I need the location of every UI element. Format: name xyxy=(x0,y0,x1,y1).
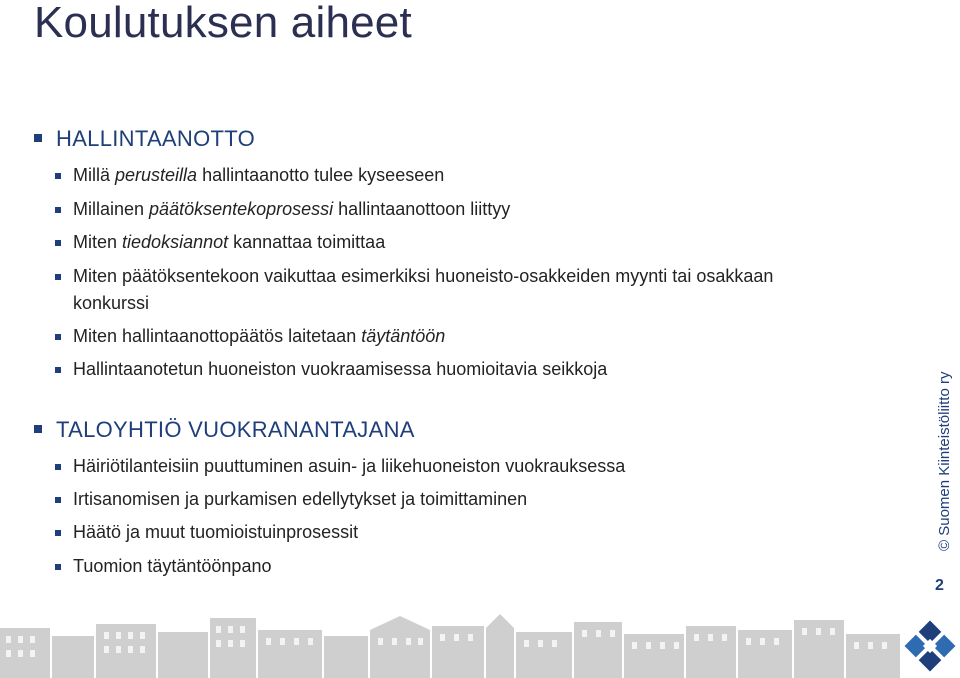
list-item xyxy=(55,263,825,317)
section-heading-hallintaanotto xyxy=(34,126,255,152)
square-bullet-icon xyxy=(55,274,61,280)
square-bullet-icon xyxy=(55,207,61,213)
list-item-text xyxy=(73,553,271,580)
text-run: hallintaanottoon liittyy xyxy=(333,199,511,219)
text-run: Hallintaanotetun huoneiston vuokraamisessa huomioitavia seikkoja xyxy=(73,359,608,379)
section-heading-text: HALLINTAANOTTO xyxy=(56,126,255,151)
building-skyline-decoration xyxy=(0,610,900,678)
emphasized-text: tiedoksiannot xyxy=(122,232,229,252)
list-item xyxy=(55,356,815,383)
emphasized-text: täytäntöön xyxy=(361,326,446,346)
section-heading-taloyhtio xyxy=(34,417,415,443)
emphasized-text: päätöksentekoprosessi xyxy=(149,199,334,219)
square-bullet-icon xyxy=(55,497,61,503)
square-bullet-icon xyxy=(55,564,61,570)
copyright-text: © Suomen Kiinteistöliitto ry xyxy=(936,371,953,551)
square-bullet-icon xyxy=(55,240,61,246)
square-bullet-icon xyxy=(55,334,61,340)
list-item-text xyxy=(73,356,607,383)
text-run: Miten xyxy=(73,232,123,252)
kiinteistoliitto-logo-icon xyxy=(902,618,958,674)
list-item xyxy=(55,229,815,256)
text-run: Millä xyxy=(73,165,116,185)
list-item-text xyxy=(73,229,385,256)
text-run: Irtisanomisen ja purkamisen edellytykset ja toimittaminen xyxy=(73,489,528,509)
text-run: Millainen xyxy=(73,199,150,219)
page-number: 2 xyxy=(935,577,944,594)
square-bullet-icon xyxy=(34,134,42,142)
list-item xyxy=(55,519,815,546)
list-item-text xyxy=(73,196,510,223)
text-run: Miten hallintaanottopäätös laitetaan xyxy=(73,326,362,346)
square-bullet-icon xyxy=(34,425,42,433)
list-item xyxy=(55,453,815,480)
list-item xyxy=(55,553,815,580)
text-run: kannattaa toimittaa xyxy=(228,232,386,252)
text-run: Tuomion täytäntöönpano xyxy=(73,556,272,576)
emphasized-text: perusteilla xyxy=(115,165,198,185)
square-bullet-icon xyxy=(55,530,61,536)
text-run: Miten päätöksentekoon vaikuttaa esimerkiksi huoneisto-osakkeiden myynti tai osakkaan konkurssi xyxy=(73,266,774,313)
text-run: Häiriötilanteisiin puuttuminen asuin- ja liikehuoneiston vuokrauksessa xyxy=(73,456,626,476)
list-item-text xyxy=(73,453,625,480)
slide-title: Koulutuksen aiheet xyxy=(34,0,412,47)
square-bullet-icon xyxy=(55,367,61,373)
list-item xyxy=(55,196,815,223)
text-run: Häätö ja muut tuomioistuinprosessit xyxy=(73,522,359,542)
list-item xyxy=(55,162,815,189)
list-item-text xyxy=(73,162,444,189)
list-item xyxy=(55,486,815,513)
list-item-text xyxy=(73,486,527,513)
list-item-text xyxy=(73,323,445,350)
list-item xyxy=(55,323,815,350)
square-bullet-icon xyxy=(55,173,61,179)
section-heading-text: TALOYHTIÖ VUOKRANANTAJANA xyxy=(56,417,415,442)
text-run: hallintaanotto tulee kyseeseen xyxy=(197,165,445,185)
square-bullet-icon xyxy=(55,464,61,470)
list-item-text xyxy=(73,519,358,546)
list-item-text xyxy=(73,263,825,317)
copyright-vertical xyxy=(928,363,960,553)
